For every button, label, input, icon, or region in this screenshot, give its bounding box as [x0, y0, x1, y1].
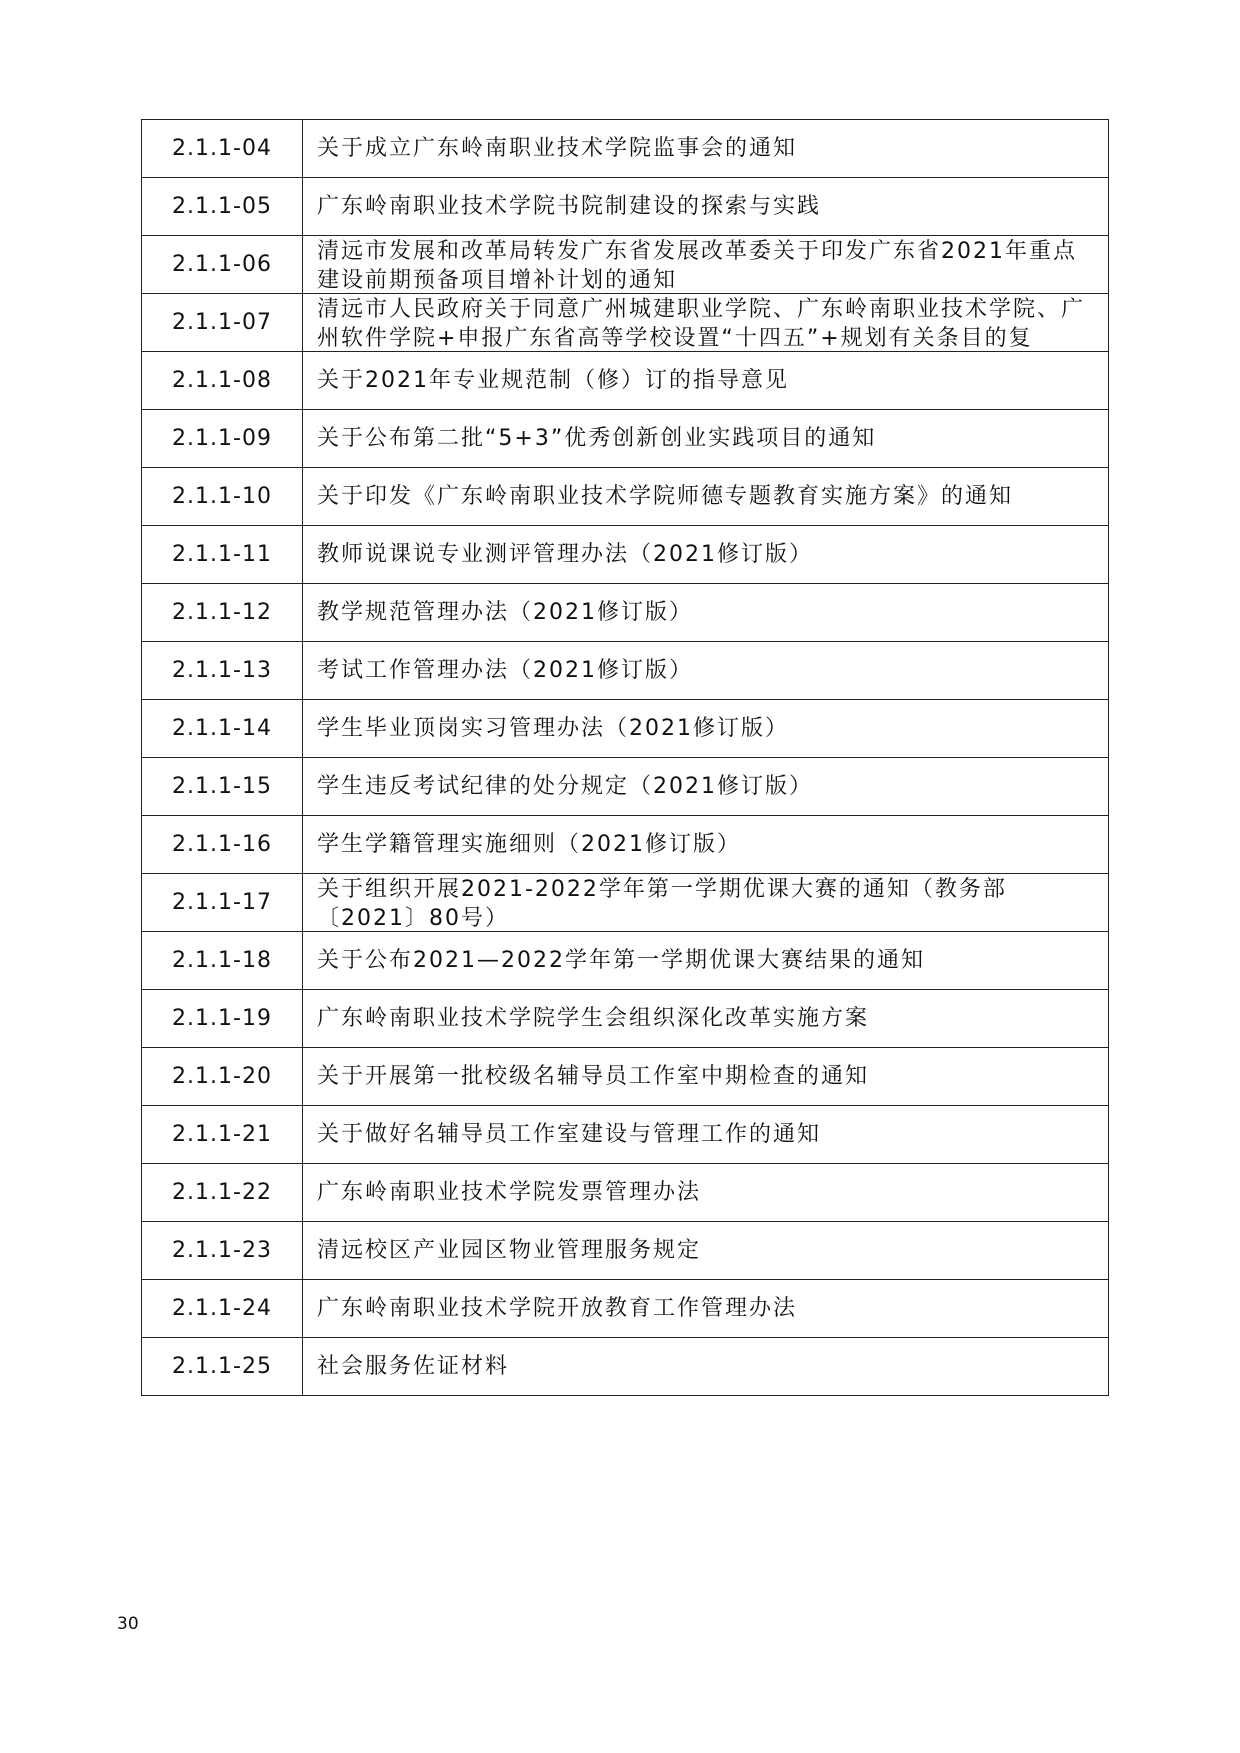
document-title: 社会服务佐证材料 — [317, 1354, 510, 1379]
document-code-cell: 2.1.1-06 — [142, 236, 303, 294]
document-code-cell: 2.1.1-15 — [142, 758, 303, 816]
document-title-cell — [303, 700, 1109, 758]
document-code-cell: 2.1.1-04 — [142, 120, 303, 178]
document-code-cell: 2.1.1-08 — [142, 352, 303, 410]
document-title: 考试工作管理办法（2021修订版） — [317, 658, 693, 683]
document-code-cell: 2.1.1-19 — [142, 990, 303, 1048]
document-code-cell: 2.1.1-23 — [142, 1222, 303, 1280]
document-title-cell — [303, 178, 1109, 236]
document-title-cell — [303, 1338, 1109, 1396]
document-title: 广东岭南职业技术学院书院制建设的探索与实践 — [317, 194, 822, 219]
document-title: 关于印发《广东岭南职业技术学院师德专题教育实施方案》的通知 — [317, 484, 1014, 509]
document-title-cell — [303, 1048, 1109, 1106]
document-title: 清远市人民政府关于同意广州城建职业学院、广东岭南职业技术学院、广州软件学院+申报广东省高等学校设置“十四五”+规划有关条目的复 — [317, 296, 1086, 351]
document-title: 学生学籍管理实施细则（2021修订版） — [317, 832, 741, 857]
document-title: 关于成立广东岭南职业技术学院监事会的通知 — [317, 136, 798, 161]
document-code-cell: 2.1.1-16 — [142, 816, 303, 874]
table-row — [142, 1280, 1109, 1338]
table-row — [142, 758, 1109, 816]
table-row — [142, 584, 1109, 642]
table-row — [142, 294, 1109, 352]
table-row — [142, 352, 1109, 410]
document-title: 关于组织开展2021-2022学年第一学期优课大赛的通知（教务部〔2021〕80号） — [317, 876, 1007, 931]
document-title: 关于做好名辅导员工作室建设与管理工作的通知 — [317, 1122, 822, 1147]
document-title: 广东岭南职业技术学院开放教育工作管理办法 — [317, 1296, 798, 1321]
document-title: 教师说课说专业测评管理办法（2021修订版） — [317, 542, 813, 567]
document-title-cell — [303, 990, 1109, 1048]
document-code-cell: 2.1.1-22 — [142, 1164, 303, 1222]
document-title-cell — [303, 120, 1109, 178]
document-title: 清远市发展和改革局转发广东省发展改革委关于印发广东省2021年重点建设前期预备项目增补计划的通知 — [317, 238, 1077, 293]
document-code-cell: 2.1.1-09 — [142, 410, 303, 468]
table-row — [142, 120, 1109, 178]
document-title: 清远校区产业园区物业管理服务规定 — [317, 1238, 702, 1263]
document-title-cell — [303, 642, 1109, 700]
table-row — [142, 816, 1109, 874]
document-title-cell — [303, 410, 1109, 468]
document-code-cell: 2.1.1-05 — [142, 178, 303, 236]
table-row — [142, 410, 1109, 468]
table-body — [142, 120, 1109, 1396]
table-row — [142, 642, 1109, 700]
document-title-cell — [303, 584, 1109, 642]
table-row — [142, 990, 1109, 1048]
table-row — [142, 1106, 1109, 1164]
document-code-cell: 2.1.1-10 — [142, 468, 303, 526]
document-code-cell: 2.1.1-07 — [142, 294, 303, 352]
table-row — [142, 468, 1109, 526]
document-title: 广东岭南职业技术学院发票管理办法 — [317, 1180, 702, 1205]
document-title: 关于2021年专业规范制（修）订的指导意见 — [317, 368, 789, 393]
document-title-cell — [303, 758, 1109, 816]
document-title: 学生违反考试纪律的处分规定（2021修订版） — [317, 774, 813, 799]
document-list-table — [141, 119, 1109, 1396]
document-title: 广东岭南职业技术学院学生会组织深化改革实施方案 — [317, 1006, 870, 1031]
document-code-cell: 2.1.1-24 — [142, 1280, 303, 1338]
document-title-cell — [303, 294, 1109, 352]
table-row — [142, 1164, 1109, 1222]
document-title: 关于公布2021—2022学年第一学期优课大赛结果的通知 — [317, 948, 925, 973]
table-row — [142, 178, 1109, 236]
table-row — [142, 1222, 1109, 1280]
table-row — [142, 932, 1109, 990]
document-code-cell: 2.1.1-25 — [142, 1338, 303, 1396]
document-title: 关于公布第二批“5+3”优秀创新创业实践项目的通知 — [317, 426, 877, 451]
document-title-cell — [303, 1222, 1109, 1280]
document-code-cell: 2.1.1-20 — [142, 1048, 303, 1106]
document-title-cell — [303, 1106, 1109, 1164]
page-number: 30 — [117, 1614, 139, 1634]
document-title-cell — [303, 1164, 1109, 1222]
table-row — [142, 526, 1109, 584]
document-code-cell: 2.1.1-14 — [142, 700, 303, 758]
document-code-cell: 2.1.1-11 — [142, 526, 303, 584]
document-title-cell — [303, 874, 1109, 932]
document-title-cell — [303, 816, 1109, 874]
document-code-cell: 2.1.1-17 — [142, 874, 303, 932]
table-row — [142, 874, 1109, 932]
table-row — [142, 700, 1109, 758]
document-title: 学生毕业顶岗实习管理办法（2021修订版） — [317, 716, 789, 741]
document-title-cell — [303, 236, 1109, 294]
table-row — [142, 236, 1109, 294]
document-title-cell — [303, 468, 1109, 526]
document-code-cell: 2.1.1-21 — [142, 1106, 303, 1164]
document-title-cell — [303, 932, 1109, 990]
document-code-cell: 2.1.1-13 — [142, 642, 303, 700]
document-code-cell: 2.1.1-12 — [142, 584, 303, 642]
table-row — [142, 1338, 1109, 1396]
document-title: 关于开展第一批校级名辅导员工作室中期检查的通知 — [317, 1064, 870, 1089]
table-row — [142, 1048, 1109, 1106]
document-title: 教学规范管理办法（2021修订版） — [317, 600, 693, 625]
document-title-cell — [303, 352, 1109, 410]
document-title-cell — [303, 1280, 1109, 1338]
document-code-cell: 2.1.1-18 — [142, 932, 303, 990]
document-title-cell — [303, 526, 1109, 584]
